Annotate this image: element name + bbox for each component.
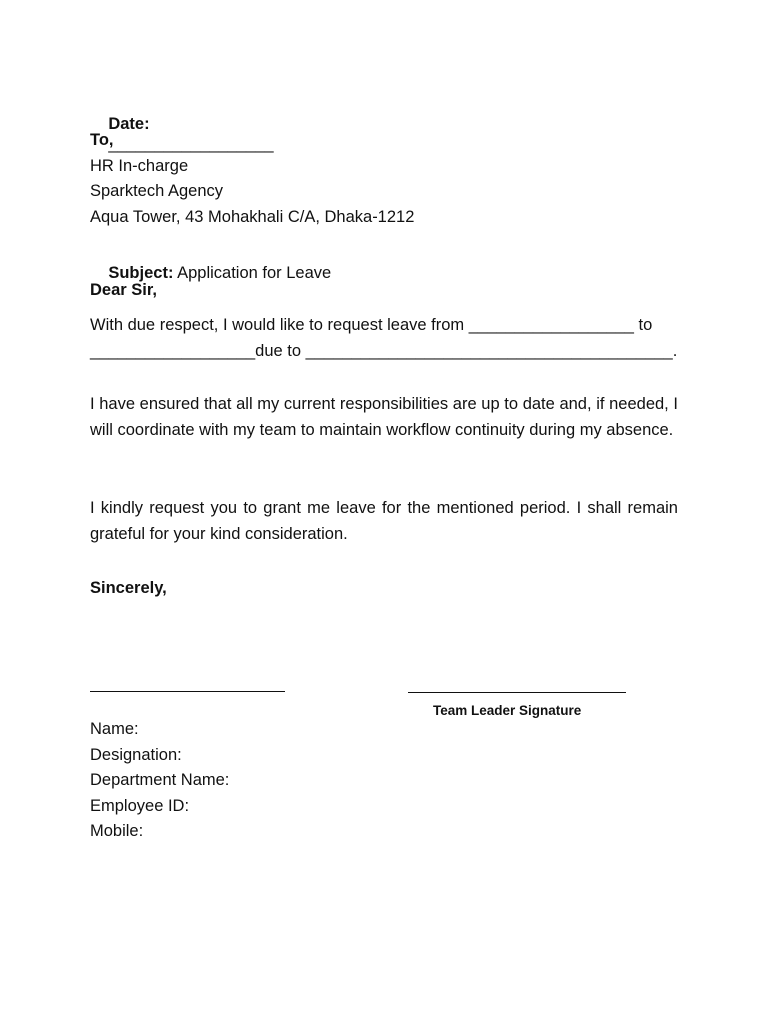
paragraph-responsibilities: I have ensured that all my current responsibilities are up to date and, if needed, I will coordinate with my team to maintain workflow continuity during my absence. bbox=[90, 395, 678, 439]
employee-id-field-label: Employee ID: bbox=[90, 797, 190, 815]
employee-signature-line bbox=[90, 691, 285, 692]
paragraph-request: I kindly request you to grant me leave for the mentioned period. I shall remain grateful for your kind consideration. bbox=[90, 499, 678, 543]
subject-text: Application for Leave bbox=[173, 264, 332, 282]
recipient-line-1: HR In-charge bbox=[90, 157, 189, 175]
body-line-1: With due respect, I would like to request leave from __________________ to bbox=[90, 316, 653, 334]
designation-field-label: Designation: bbox=[90, 746, 182, 764]
team-leader-signature-line bbox=[408, 692, 626, 693]
department-field-label: Department Name: bbox=[90, 771, 230, 789]
to-label: To, bbox=[90, 131, 114, 149]
team-leader-signature-label: Team Leader Signature bbox=[433, 703, 582, 718]
name-field-label: Name: bbox=[90, 720, 139, 738]
subject-label: Subject: bbox=[108, 264, 174, 282]
recipient-line-2: Sparktech Agency bbox=[90, 182, 223, 200]
salutation: Dear Sir, bbox=[90, 281, 157, 299]
closing: Sincerely, bbox=[90, 579, 167, 597]
date-blank: __________________ bbox=[108, 135, 274, 153]
mobile-field-label: Mobile: bbox=[90, 822, 144, 840]
recipient-line-3: Aqua Tower, 43 Mohakhali C/A, Dhaka-1212 bbox=[90, 208, 415, 226]
date-label: Date: bbox=[108, 115, 150, 133]
body-line-2: __________________due to ________________________________________. bbox=[90, 342, 678, 360]
